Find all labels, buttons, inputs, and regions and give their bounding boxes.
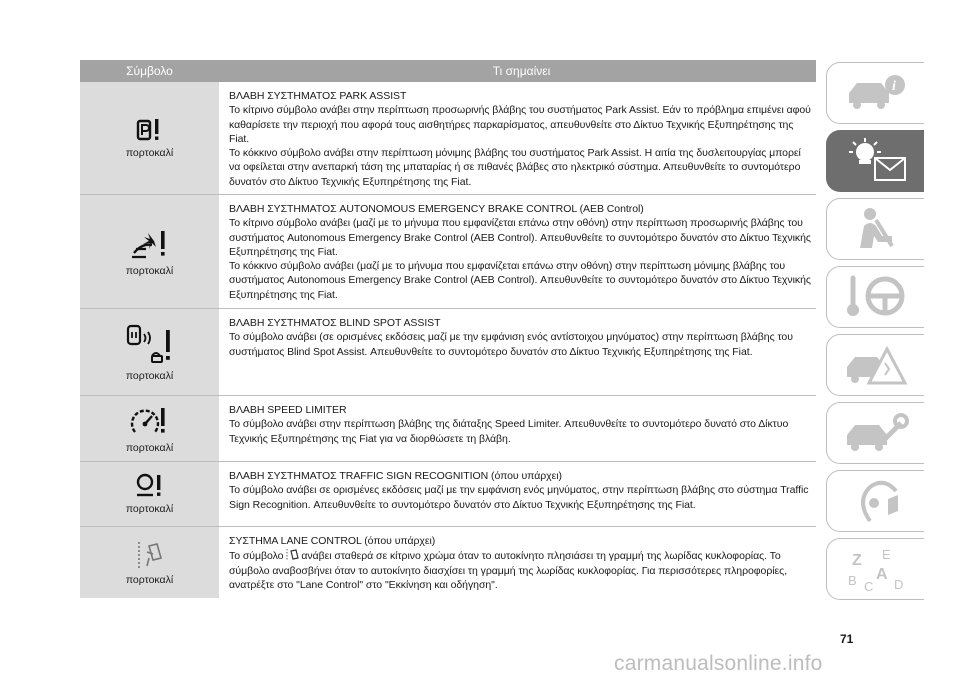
starting-driving-icon [843,274,909,320]
svg-text:A: A [875,566,888,583]
meaning-cell [227,82,816,194]
svg-text:Z: Z [851,552,862,569]
blind-spot-warning-icon [124,322,176,366]
row-text-end: ανάβει σταθερά σε κίτρινο χρώμα όταν το αυτοκίνητο πλησιάσει τη γραμμή της λωρίδας κυκλοφορίας. Το σύμβολο αναβοσβήνει όταν το αυτοκίνητο διασχίσει τη γραμμή της λωρίδας κυκλοφορίας. Για περισσότερες πληροφορίες, ανατρέξτε στο "Lane Control" στο "Εκκίνηση και οδήγηση". [229,550,788,591]
symbol-cell [80,82,227,194]
row-title: ΒΛΑΒΗ ΣΥΣΤΗΜΑΤΟΣ BLIND SPOT ASSIST [229,317,441,329]
table-row [80,396,816,462]
safety-airbag-icon [846,206,906,252]
table-header [80,60,816,82]
speed-limiter-warning-icon [129,404,171,438]
meaning-cell [227,195,816,308]
symbol-cell [80,195,227,308]
multimedia-icon [846,477,906,525]
svg-text:D: D [893,577,903,592]
tab-safety[interactable] [826,198,924,260]
tab-maintenance[interactable] [826,402,924,464]
row-text: Το κίτρινο σύμβολο ανάβει (μαζί με το μήνυμα που εμφανίζεται επάνω στην οθόνη) στην περίπτωση προσωρινής βλάβης του συστήματος Autonomous Emergency Brake Control (AEB Control). Απευθυνθείτε το συντομότερο δυνατόν στο Δίκτυο Τεχνικής Εξυπηρέτησης της Fiat. [229,217,811,258]
table-row [80,82,816,195]
lane-control-inline-icon [285,548,299,562]
color-label: πορτοκαλί [125,370,174,382]
svg-text:E: E [881,547,891,562]
maintenance-icon [843,411,909,455]
meaning-cell [227,462,816,526]
row-title: ΒΛΑΒΗ SPEED LIMITER [229,404,347,416]
table-row [80,527,816,598]
aeb-warning-icon [130,227,170,261]
tab-warning-lights[interactable] [826,130,924,192]
meaning-cell [227,396,816,461]
header-meaning: Τι σημαίνει [492,64,551,78]
chapter-sidebar [826,62,924,606]
page-number: 71 [840,632,854,646]
park-assist-warning-icon [136,117,164,143]
row-title: ΒΛΑΒΗ ΣΥΣΤΗΜΑΤΟΣ AUTONOMOUS EMERGENCY BRAKE CONTROL (AEB Control) [229,203,644,215]
row-text: Το κόκκινο σύμβολο ανάβει (μαζί με το μήνυμα που εμφανίζεται επάνω στην οθόνη) στην περίπτωση μόνιμης βλάβης του συστήματος Autonomous Emergency Brake Control (AEB Control). Απευθυνθείτε το συντομότερο δυνατόν στο Δίκτυο Τεχνικής Εξυπηρέτησης της Fiat. [229,260,811,301]
svg-text:C: C [863,579,873,593]
table-row [80,462,816,527]
row-text: Το σύμβολο ανάβει στην περίπτωση βλάβης της διάταξης Speed Limiter. Απευθυνθείτε το συντομότερο δυνατό στο Δίκτυο Τεχνικής Εξυπηρέτησης της Fiat για να διορθώσετε τη βλάβη. [229,418,789,445]
index-icon [846,545,906,593]
warning-lights-table [80,60,816,598]
svg-text:i: i [891,79,896,94]
tab-index[interactable] [826,538,924,600]
color-label: πορτοκαλί [125,147,174,159]
meaning-cell [227,527,816,598]
symbol-cell [80,527,227,598]
symbol-cell [80,462,227,526]
table-row [80,195,816,309]
traffic-sign-warning-icon [135,473,165,499]
warning-lights-messages-icon [839,136,913,186]
row-text-start: Το σύμβολο [229,550,284,563]
row-text: Το σύμβολο ανάβει (σε ορισμένες εκδόσεις μαζί με την εμφάνιση ενός αντίστοιχου μηνύματος) στην περίπτωση βλάβης του συστήματος Blind Spot Assist. Απευθυνθείτε το συντομότερο δυνατόν στο Δίκτυο Τεχνικής Εξυπηρέτησης της Fiat. [229,331,793,358]
symbol-cell [80,309,227,395]
row-text: Το κίτρινο σύμβολο ανάβει στην περίπτωση προσωρινής βλάβης του συστήματος Park Assist. Εάν το πρόβλημα επιμένει αφού καθαρίσετε την περιοχή που αφορά τους αισθητήρες παρκαρίσματος, απευθυνθείτε στο Δίκτυο Τεχνικής Εξυπηρέτησης της Fiat. [229,104,811,145]
tab-starting-driving[interactable] [826,266,924,328]
row-text: Το κόκκινο σύμβολο ανάβει στην περίπτωση μόνιμης βλάβης του συστήματος Park Assist. Η αιτία της δυσλειτουργίας μπορεί να οφείλεται στην ανεπαρκή τάση της μπαταρίας ή σε πιθανές βλάβες στο ηλεκτρικό σύστημα. Απευθυνθείτε το συντομότερο δυνατόν στο Δίκτυο Τεχνικής Εξυπηρέτησης της Fiat. [229,147,801,188]
meaning-cell [227,309,816,395]
row-title: ΣΥΣΤΗΜΑ LANE CONTROL (όπου υπάρχει) [229,535,436,547]
watermark: carmanualsonline.info [614,652,823,675]
car-info-icon [843,71,909,115]
lane-control-icon [135,540,165,570]
row-text [229,548,812,592]
color-label: πορτοκαλί [125,441,174,454]
row-title: ΒΛΑΒΗ ΣΥΣΤΗΜΑΤΟΣ PARK ASSIST [229,90,407,102]
row-title: ΒΛΑΒΗ ΣΥΣΤΗΜΑΤΟΣ TRAFFIC SIGN RECOGNITION (όπου υπάρχει) [229,470,562,482]
tab-emergency[interactable] [826,334,924,396]
color-label: πορτοκαλί [125,503,174,515]
row-text: Το σύμβολο ανάβει σε ορισμένες εκδόσεις μαζί με την εμφάνιση ενός μηνύματος, στην περίπτωση βλάβης στο σύστημα Traffic Sign Recognition. Απευθυνθείτε το συντομότερο δυνατόν στο Δίκτυο Τεχνικής Εξυπηρέτησης της Fiat. [229,484,809,511]
color-label: πορτοκαλί [125,573,174,586]
svg-text:B: B [847,573,857,588]
emergency-icon [843,343,909,387]
tab-car-info[interactable] [826,62,924,124]
tab-multimedia[interactable] [826,470,924,532]
table-row [80,309,816,396]
color-label: πορτοκαλί [125,264,174,277]
header-symbol: Σύμβολο [126,64,173,78]
symbol-cell [80,396,227,461]
